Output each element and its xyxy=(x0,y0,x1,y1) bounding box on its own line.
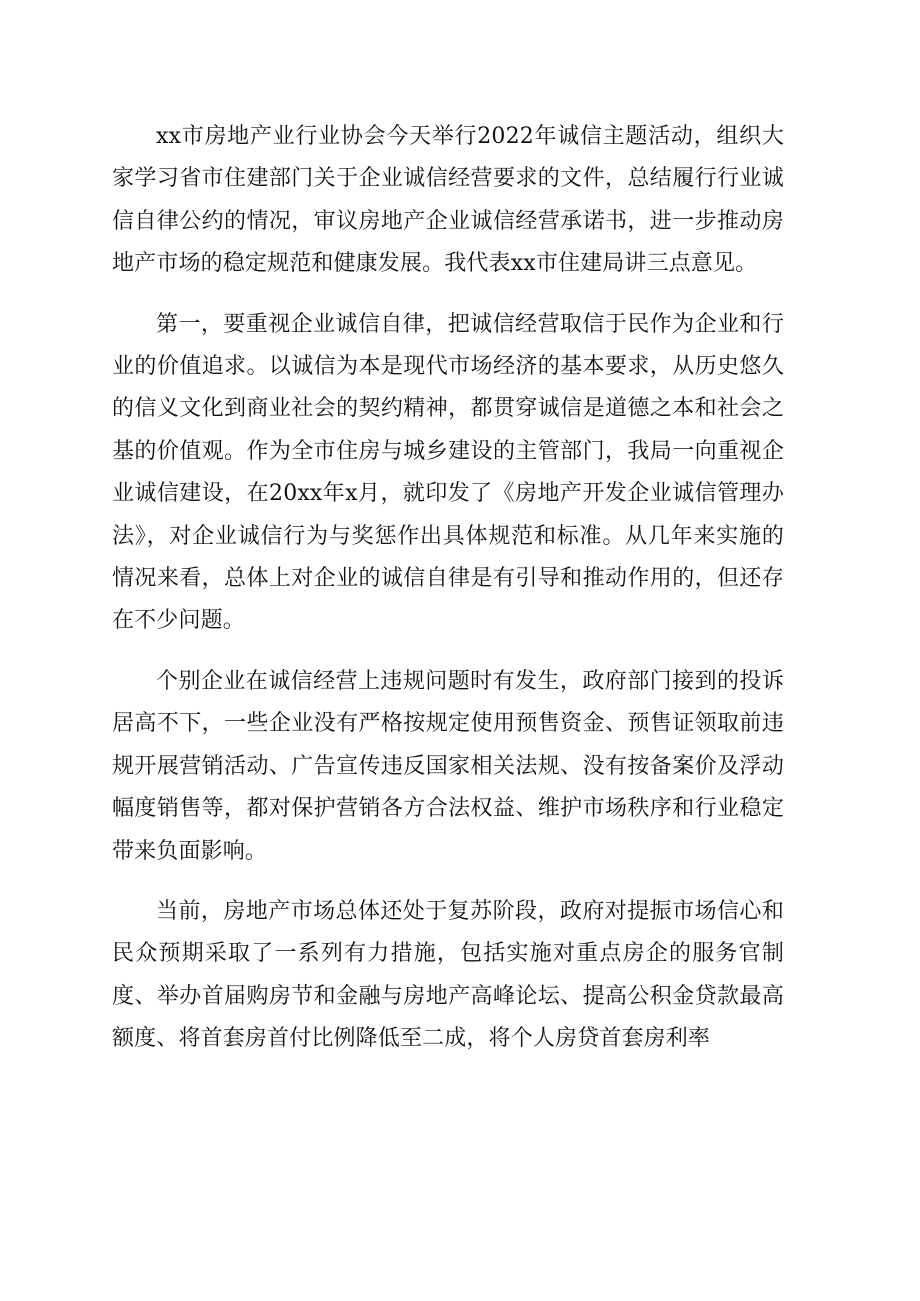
paragraph-3: 个别企业在诚信经营上违规问题时有发生，政府部门接到的投诉居高不下，一些企业没有严格按规定使用预售资金、预售证领取前违规开展营销活动、广告宣传违反国家相关法规、没有按备案价及浮动幅度销售等，都对保护营销各方合法权益、维护市场秩序和行业稳定带来负面影响。 xyxy=(112,668,784,864)
paragraph-2: 第一，要重视企业诚信自律，把诚信经营取信于民作为企业和行业的价值追求。以诚信为本是现代市场经济的基本要求，从历史悠久的信义文化到商业社会的契约精神，都贯穿诚信是道德之本和社会之基的价值观。作为全市住房与城乡建设的主管部门，我局一向重视企业诚信建设，在20xx年x月，就印发了《房地产开发企业诚信管理办法》，对企业诚信行为与奖惩作出具体规范和标准。从几年来实施的情况来看，总体上对企业的诚信自律是有引导和推动作用的，但还存在不少问题。 xyxy=(112,311,784,634)
document-body xyxy=(112,116,784,1061)
paragraph-4: 当前，房地产市场总体还处于复苏阶段，政府对提振市场信心和民众预期采取了一系列有力措施，包括实施对重点房企的服务官制度、举办首届购房节和金融与房地产高峰论坛、提高公积金贷款最高额度、将首套房首付比例降低至二成，将个人房贷首套房利率 xyxy=(112,898,784,1052)
paragraph-1: xx市房地产业行业协会今天举行2022年诚信主题活动，组织大家学习省市住建部门关于企业诚信经营要求的文件，总结履行行业诚信自律公约的情况，审议房地产企业诚信经营承诺书，进一步推动房地产市场的稳定规范和健康发展。我代表xx市住建局讲三点意见。 xyxy=(112,124,784,277)
